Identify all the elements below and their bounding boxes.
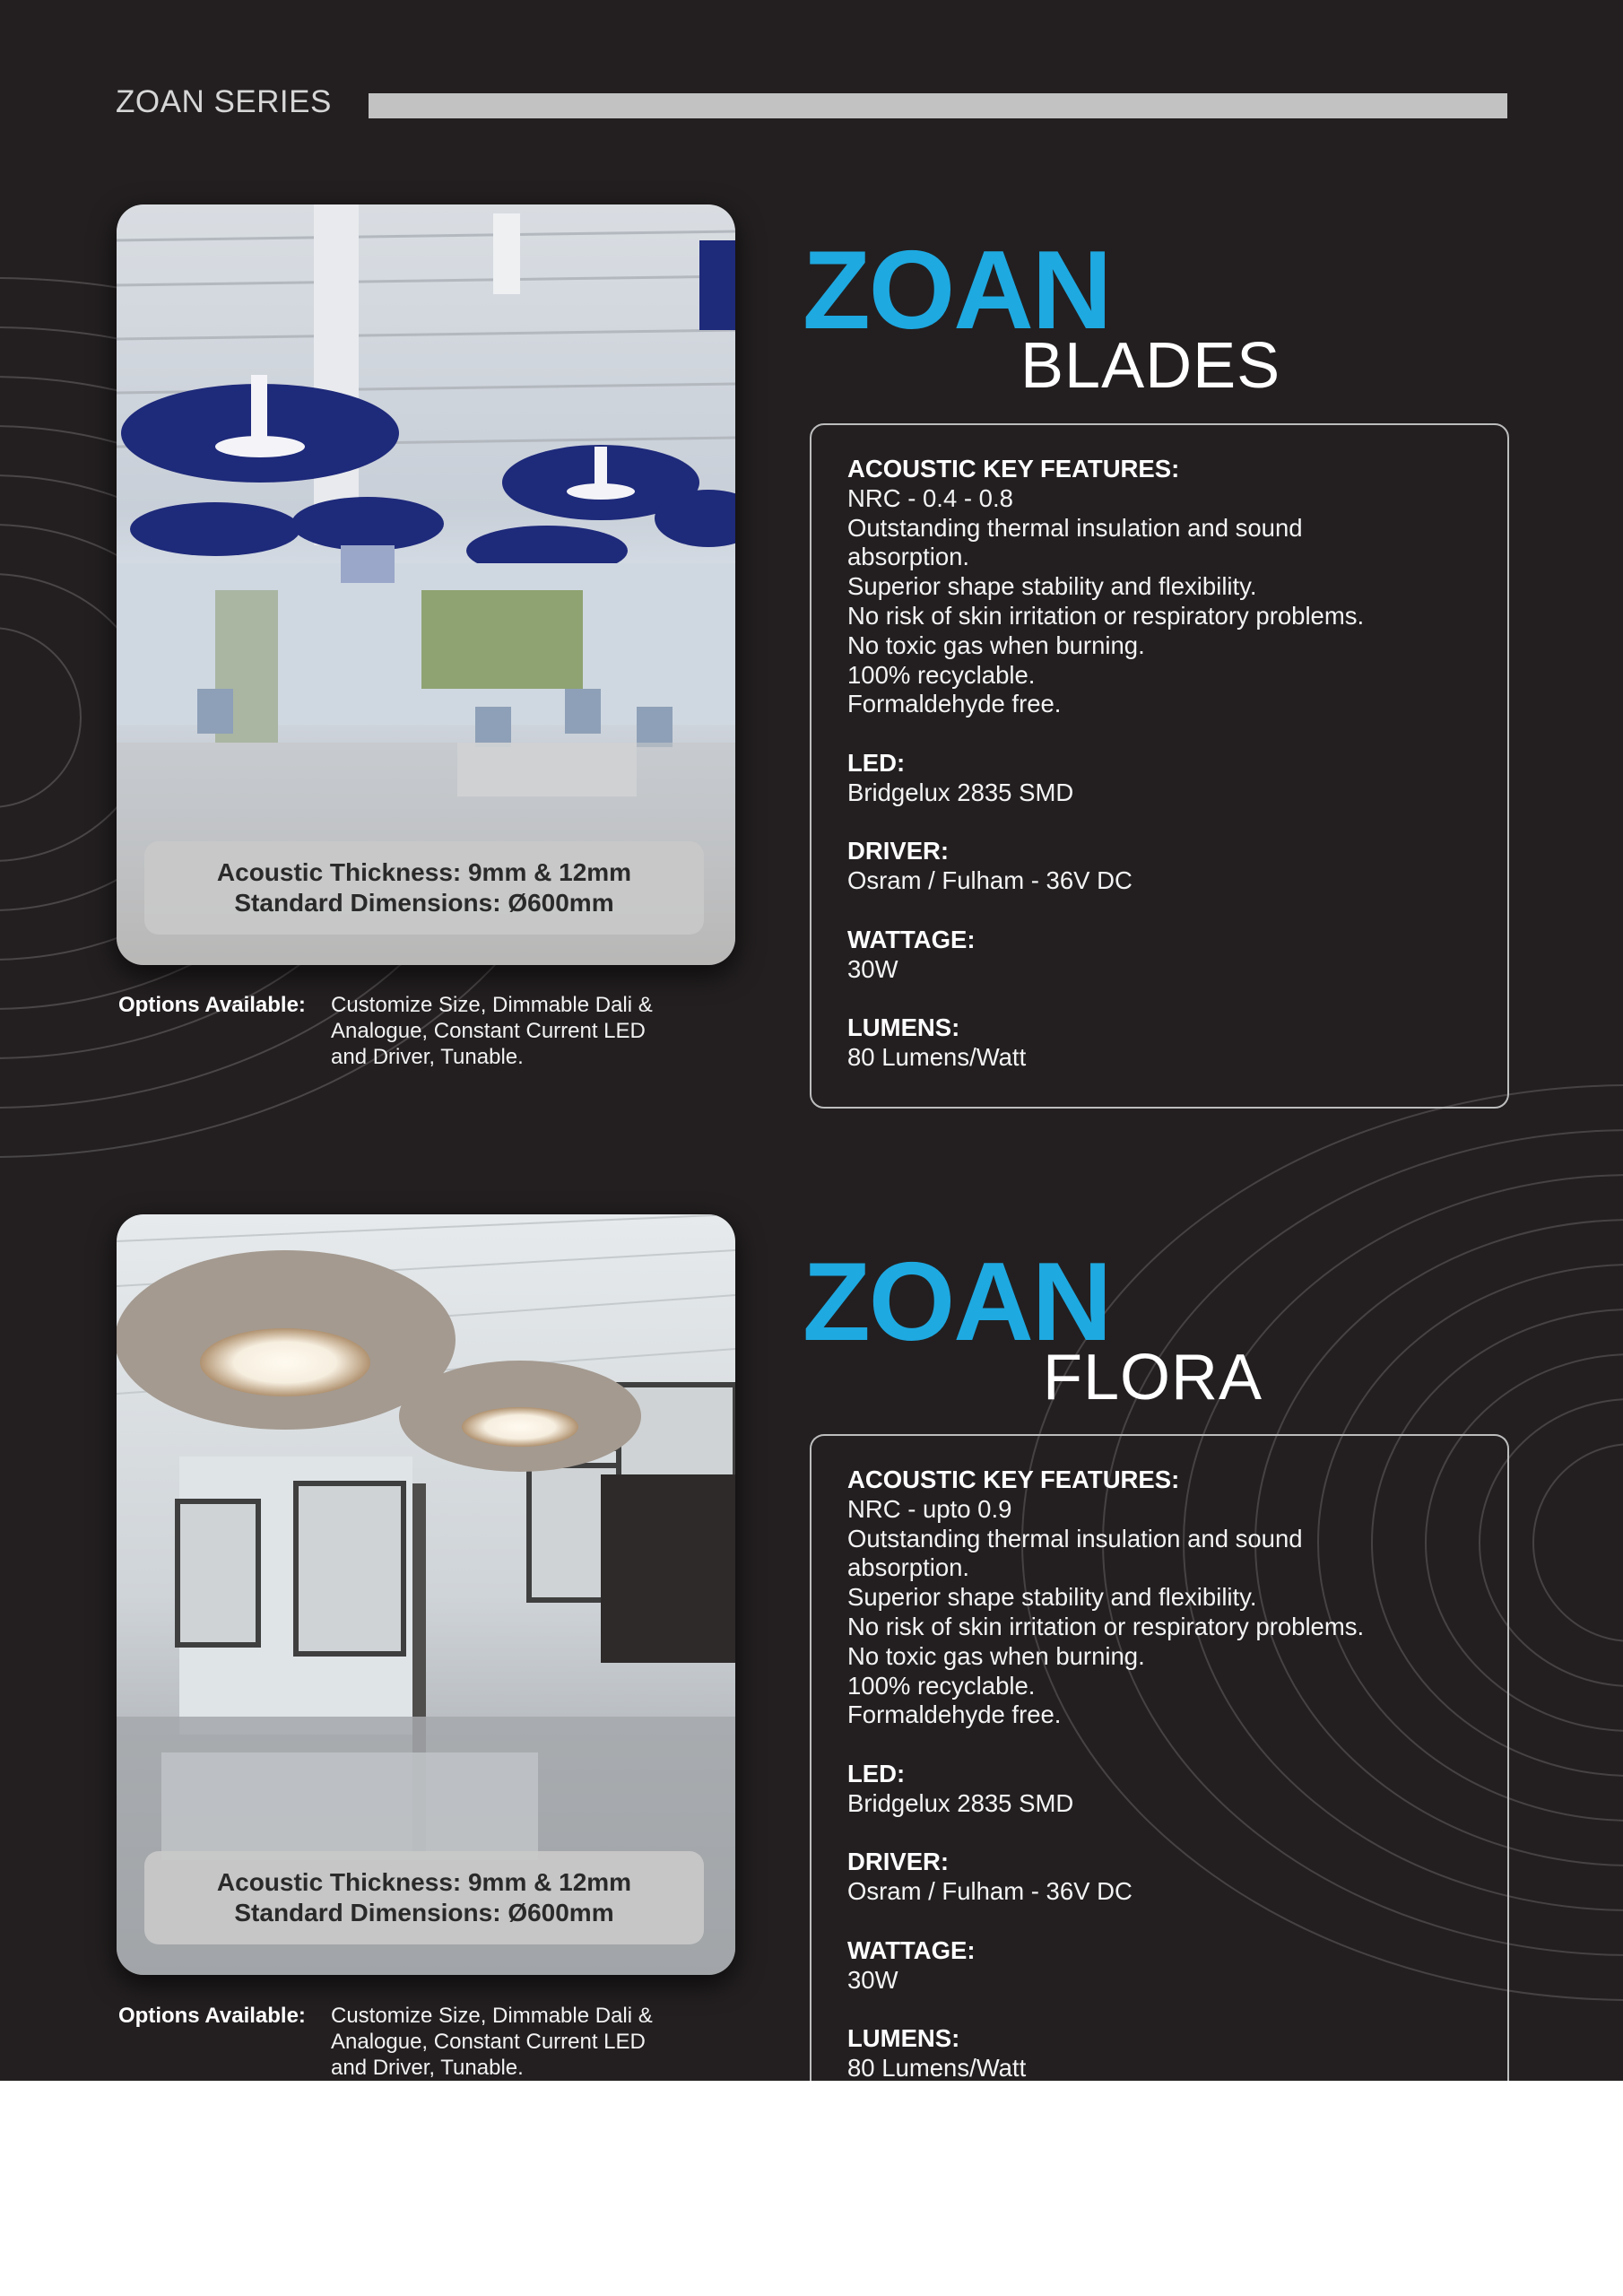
driver-heading: DRIVER: [847, 1848, 950, 1876]
wattage-heading: WATTAGE: [847, 925, 976, 953]
wattage-heading: WATTAGE: [847, 1935, 976, 1964]
acoustic-line: Outstanding thermal insulation and sound [847, 1524, 1303, 1552]
product-brand-title: ZOAN [803, 229, 1111, 352]
product-photo-blades [117, 204, 735, 965]
acoustic-heading: ACOUSTIC KEY FEATURES: [847, 1465, 1180, 1493]
product-name-title: FLORA [1043, 1342, 1263, 1413]
options-text: Customize Size, Dimmable Dali & Analogue, Constant Current LED and Driver, Tunable. [331, 2004, 653, 2080]
driver-value: Osram / Fulham - 36V DC [847, 866, 1133, 895]
lumens-value: 80 Lumens/Watt [847, 1042, 1027, 1071]
driver-heading: DRIVER: [847, 837, 950, 865]
acoustic-line: No risk of skin irritation or respiratory problems. [847, 1612, 1365, 1640]
spec-pill [144, 1851, 704, 1944]
acoustic-heading: ACOUSTIC KEY FEATURES: [847, 455, 1180, 483]
acoustic-line: absorption. [847, 1553, 970, 1582]
acoustic-line: Superior shape stability and flexibility. [847, 1583, 1257, 1612]
product-brand-title: ZOAN [803, 1240, 1111, 1364]
product-name-title: BLADES [1020, 330, 1281, 402]
wattage-value: 30W [847, 1965, 898, 1994]
product-photo-flora [117, 1214, 735, 1975]
acoustic-line: No toxic gas when burning. [847, 1641, 1145, 1670]
spec-pill [144, 841, 704, 935]
acoustic-line: Outstanding thermal insulation and sound [847, 513, 1303, 542]
options-label: Options Available: [118, 2004, 306, 2028]
lumens-heading: LUMENS: [847, 2024, 960, 2053]
options-label: Options Available: [118, 993, 306, 1017]
lumens-value: 80 Lumens/Watt [847, 2053, 1027, 2081]
acoustic-thickness-text: Acoustic Thickness: 9mm & 12mm [216, 858, 632, 886]
led-heading: LED: [847, 748, 906, 777]
led-value: Bridgelux 2835 SMD [847, 1788, 1074, 1817]
acoustic-line: Formaldehyde free. [847, 690, 1062, 718]
acoustic-line: NRC - 0.4 - 0.8 [847, 483, 1013, 512]
acoustic-line: 100% recyclable. [847, 1671, 1036, 1700]
wattage-value: 30W [847, 954, 898, 983]
acoustic-line: absorption. [847, 543, 970, 571]
acoustic-line: Formaldehyde free. [847, 1700, 1062, 1729]
acoustic-line: NRC - upto 0.9 [847, 1494, 1012, 1523]
spec-list [847, 455, 1364, 1073]
driver-value: Osram / Fulham - 36V DC [847, 1877, 1133, 1906]
spec-box-flora [810, 1434, 1509, 2081]
series-label: ZOAN SERIES [116, 84, 332, 119]
header-divider-bar [369, 93, 1507, 118]
acoustic-line: No risk of skin irritation or respiratory problems. [847, 601, 1365, 630]
lumens-heading: LUMENS: [847, 1013, 960, 1042]
acoustic-line: Superior shape stability and flexibility. [847, 572, 1257, 601]
acoustic-thickness-text: Acoustic Thickness: 9mm & 12mm [216, 1868, 632, 1896]
led-heading: LED: [847, 1759, 906, 1787]
options-text: Customize Size, Dimmable Dali & Analogue, Constant Current LED and Driver, Tunable. [331, 993, 653, 1069]
spec-list [847, 1465, 1364, 2081]
standard-dimensions-text: Standard Dimensions: Ø600mm [234, 1899, 614, 1926]
acoustic-line: No toxic gas when burning. [847, 631, 1145, 659]
led-value: Bridgelux 2835 SMD [847, 778, 1074, 806]
spec-box-blades [810, 423, 1509, 1109]
acoustic-line: 100% recyclable. [847, 660, 1036, 689]
standard-dimensions-text: Standard Dimensions: Ø600mm [234, 889, 614, 917]
